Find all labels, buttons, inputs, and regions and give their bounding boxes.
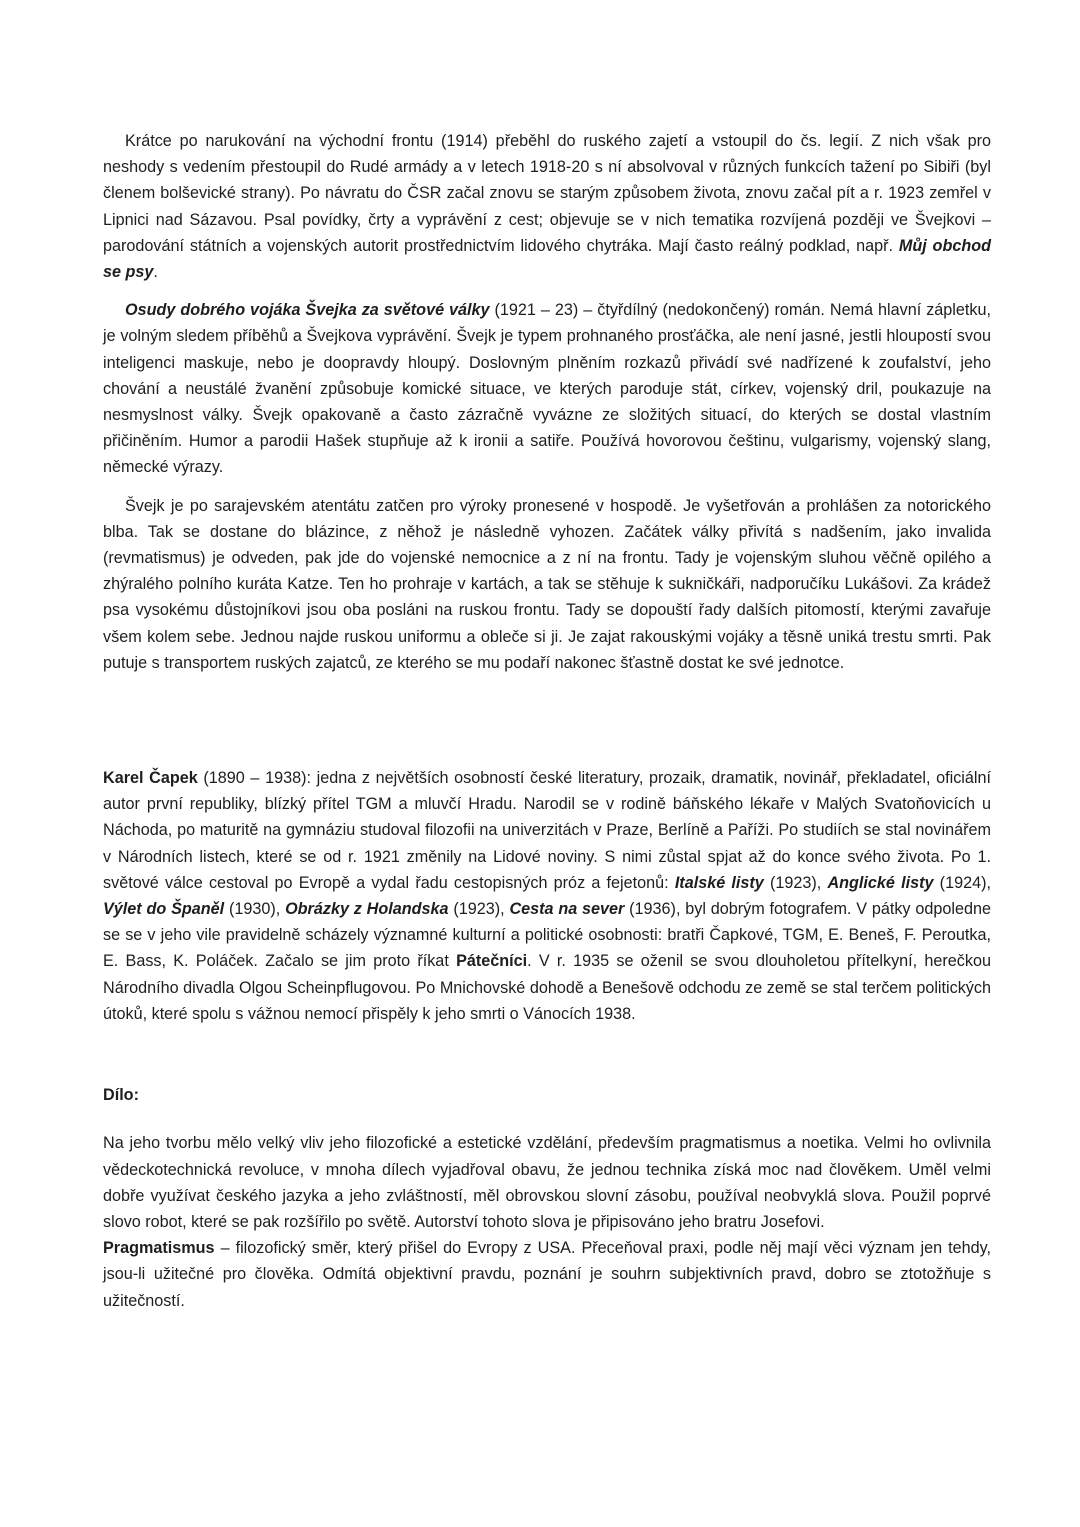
document-page [103, 128, 991, 1314]
heading-text: Dílo: [103, 1086, 139, 1105]
paragraph-pragmatismus [103, 1235, 991, 1314]
work-year: (1936) [624, 900, 676, 919]
paragraph-text: (1890 – 1938): jedna z největších osobností české literatury, prozaik, dramatik, novinář, překladatel, oficiální autor první republiky, blízký přítel TGM a mluvčí Hradu. Narodil se v rodině báňského lékaře v Malých Svatoňovicích u Náchoda, po maturitě na gymnáziu studoval filozofii na univerzitách v Praze, Berlíně a Paříži. Po studiích se stal novinářem v Národních listech, které se od r. 1921 změnily na Lidové noviny. S nimi zůstal spjat až do konce svého života. Po 1. světové válce cestoval po Evropě a vydal řadu cestopisných próz a fejetonů: [103, 769, 991, 892]
work-title: Anglické listy [827, 873, 934, 892]
paragraph-dilo [103, 1130, 991, 1235]
paragraph-text: Krátce po narukování na východní frontu (1914) přeběhl do ruského zajetí a vstoupil do čs. legií. Z nich však pro neshody s vedením přestoupil do Rudé armády a v letech 1918-20 s ní absolvoval v různých funkcích tažení po Sibiři (byl členem bolševické strany). Po návratu do ČSR začal znovu se starým způsobem života, znovu začal pít a r. 1923 zemřel v Lipnici nad Sázavou. Psal povídky, črty a vyprávění z cest; objevuje se v nich tematika rozvíjená později ve Švejkovi – parodování státních a vojenských autorit prostřednictvím lidového chytráka. Mají často reálný podklad, např. [103, 132, 991, 255]
paragraph-capek-bio [103, 765, 991, 1027]
group-name: Pátečníci [456, 952, 528, 971]
term: Pragmatismus [103, 1239, 215, 1258]
paragraph-hasek-life [103, 128, 991, 285]
section-heading-dilo [103, 1082, 991, 1108]
work-title: Můj obchod se psy [103, 236, 992, 282]
work-year: (1924), [933, 873, 991, 892]
work-year: (1923), [448, 900, 510, 919]
work-title: Cesta na sever [509, 900, 625, 919]
work-year: (1923), [763, 873, 828, 892]
work-title: Obrázky z Holandska [285, 900, 449, 919]
paragraph-svejk-novel [103, 297, 991, 480]
work-year: (1930), [224, 900, 286, 919]
paragraph-text: Švejk je po sarajevském atentátu zatčen pro výroky pronesené v hospodě. Je vyšetřován a prohlášen za notorického blba. Tak se dostane do blázince, z něhož je následně vyhozen. Začátek války přivítá s nadšením, jako invalida (revmatismus) je odveden, pak jde do vojenské nemocnice a z ní na frontu. Tady je vojenským sluhou věčně opilého a zhýralého polního kuráta Katze. Ten ho prohraje v kartách, a tak se stěhuje k sukničkáři, nadporučíku Lukášovi. Za krádež psa vysokému důstojníkovi jsou oba posláni na ruskou frontu. Tady se dopouští řady dalších pitomostí, kterými zavařuje všem kolem sebe. Jednou najde ruskou uniformu a obleče si ji. Je zajat rakouskými vojáky a těsně uniká trestu smrti. Pak putuje s transportem ruských zajatců, ze kterého se mu podaří nakonec šťastně dostat ke své jednotce. [103, 496, 991, 672]
paragraph-text: , byl dobrým fotografem. V pátky odpoledne se se v jeho vile pravidelně scházely významné kulturní a politické osobnosti: bratři Čapkové, TGM, E. Beneš, F. Peroutka, E. Bass, K. Poláček. Začalo se jim proto říkat [103, 900, 991, 971]
paragraph-text: Na jeho tvorbu mělo velký vliv jeho filozofické a estetické vzdělání, především pragmatismus a noetika. Velmi ho ovlivnila vědeckotechnická revoluce, v mnoha dílech vyjadřoval obavu, že jednou technika získá moc nad člověkem. Uměl velmi dobře využívat českého jazyka a jeho zvláštností, měl obrovskou slovní zásobu, používal neobvyklá slova. Použil poprvé slovo robot, které se pak rozšířilo po světě. Autorství tohoto slova je připisováno jeho bratru Josefovi. [103, 1134, 991, 1231]
definition-text: – filozofický směr, který přišel do Evropy z USA. Přeceňoval praxi, podle něj mají věci význam jen tehdy, jsou-li užitečné pro člověka. Odmítá objektivní pravdu, poznání je souhrn subjektivních pravd, dobro se ztotožňuje s užitečností. [103, 1239, 991, 1310]
work-title: Osudy dobrého vojáka Švejka za světové války [125, 301, 490, 320]
author-name: Karel Čapek [103, 769, 198, 788]
work-title: Italské listy [674, 873, 764, 892]
paragraph-end: . [153, 263, 158, 282]
paragraph-text: (1921 – 23) – čtyřdílný (nedokončený) román. Nemá hlavní zápletku, je volným sledem příběhů a Švejkova vyprávění. Švejk je typem prohnaného prosťáčka, ale není jasné, jestli hloupostí svou inteligenci maskuje, nebo je doopravdy hloupý. Doslovným plněním rozkazů přivádí své nadřízené k zoufalství, jeho chování a neustálé žvanění způsobuje komické situace, ve kterých paroduje stát, církev, vojenský dril, poukazuje na nesmyslnost války. Švejk opakovaně a často zázračně vyvázne ze složitých situací, do kterých se dostal vlastním přičiněním. Humor a parodii Hašek stupňuje až k ironii a satiře. Používá hovorovou češtinu, vulgarismy, vojenský slang, německé výrazy. [103, 301, 991, 477]
work-title: Výlet do Španěl [103, 900, 225, 919]
paragraph-svejk-plot [103, 493, 991, 676]
paragraph-text: . V r. 1935 se oženil se svou dlouholetou přítelkyní, herečkou Národního divadla Olgou Scheinpflugovou. Po Mnichovské dohodě a Benešově odchodu ze země se stal terčem politických útoků, které spolu s vážnou nemocí přispěly k jeho smrti o Vánocích 1938. [103, 952, 992, 1023]
